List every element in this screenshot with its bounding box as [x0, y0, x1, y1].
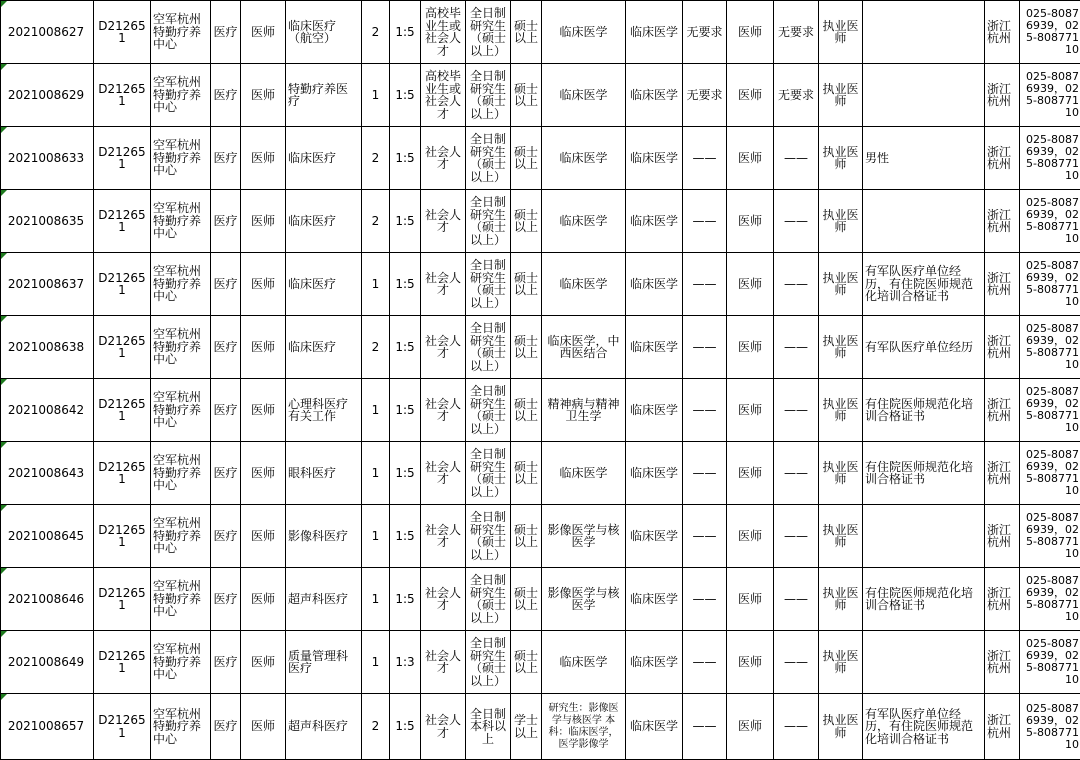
cell-degree[interactable]: 硕士以上 — [511, 316, 542, 379]
cell-req1[interactable]: —— — [683, 631, 727, 694]
cell-unit[interactable]: 空军杭州特勤疗养中心 — [151, 379, 211, 442]
cell-source[interactable]: 社会人才 — [421, 127, 466, 190]
cell-location[interactable]: 浙江杭州 — [985, 64, 1020, 127]
cell-req1[interactable]: —— — [683, 442, 727, 505]
cell-cert[interactable]: 执业医师 — [819, 442, 863, 505]
cell-post[interactable]: 医师 — [241, 64, 286, 127]
cell-category[interactable]: 医疗 — [211, 64, 241, 127]
cell-code[interactable]: 2021008633 — [1, 127, 94, 190]
cell-major[interactable]: 临床医学 — [542, 127, 626, 190]
cell-title[interactable]: 医师 — [727, 253, 774, 316]
cell-unit-code[interactable]: D212651 — [94, 694, 151, 760]
cell-post[interactable]: 医师 — [241, 379, 286, 442]
cell-category[interactable]: 医疗 — [211, 253, 241, 316]
cell-req2[interactable]: —— — [774, 442, 819, 505]
cell-other[interactable]: 男性 — [863, 127, 985, 190]
cell-code[interactable]: 2021008646 — [1, 568, 94, 631]
cell-major[interactable]: 临床医学 — [542, 631, 626, 694]
cell-req2[interactable]: 无要求 — [774, 1, 819, 64]
cell-num[interactable]: 2 — [362, 1, 390, 64]
cell-category[interactable]: 医疗 — [211, 127, 241, 190]
cell-major[interactable]: 临床医学，中西医结合 — [542, 316, 626, 379]
cell-req2[interactable]: —— — [774, 190, 819, 253]
cell-edu-form[interactable]: 全日制研究生（硕士以上） — [466, 442, 511, 505]
cell-major2[interactable]: 临床医学 — [626, 64, 683, 127]
cell-post[interactable]: 医师 — [241, 316, 286, 379]
cell-cert[interactable]: 执业医师 — [819, 127, 863, 190]
cell-location[interactable]: 浙江杭州 — [985, 568, 1020, 631]
cell-desc[interactable]: 心理科医疗有关工作 — [286, 379, 362, 442]
cell-req2[interactable]: —— — [774, 253, 819, 316]
cell-phone[interactable]: 025-80876939，025-80877110 — [1020, 694, 1080, 760]
cell-phone[interactable]: 025-80876939，025-80877110 — [1020, 253, 1080, 316]
cell-major2[interactable]: 临床医学 — [626, 1, 683, 64]
cell-req1[interactable]: 无要求 — [683, 1, 727, 64]
cell-phone[interactable]: 025-80876939，025-80877110 — [1020, 631, 1080, 694]
cell-other[interactable] — [863, 505, 985, 568]
cell-title[interactable]: 医师 — [727, 64, 774, 127]
cell-unit-code[interactable]: D212651 — [94, 631, 151, 694]
cell-edu-form[interactable]: 全日制研究生（硕士以上） — [466, 379, 511, 442]
cell-category[interactable]: 医疗 — [211, 505, 241, 568]
cell-major[interactable]: 影像医学与核医学 — [542, 568, 626, 631]
cell-unit-code[interactable]: D212651 — [94, 127, 151, 190]
cell-ratio[interactable]: 1:5 — [390, 64, 421, 127]
cell-req2[interactable]: —— — [774, 694, 819, 760]
cell-source[interactable]: 社会人才 — [421, 568, 466, 631]
cell-major2[interactable]: 临床医学 — [626, 505, 683, 568]
cell-other[interactable]: 有军队医疗单位经历，有住院医师规范化培训合格证书 — [863, 694, 985, 760]
cell-ratio[interactable]: 1:5 — [390, 127, 421, 190]
cell-location[interactable]: 浙江杭州 — [985, 190, 1020, 253]
cell-degree[interactable]: 硕士以上 — [511, 127, 542, 190]
cell-cert[interactable]: 执业医师 — [819, 631, 863, 694]
cell-desc[interactable]: 超声科医疗 — [286, 568, 362, 631]
cell-source[interactable]: 社会人才 — [421, 505, 466, 568]
table-body — [1, 1, 1080, 760]
cell-location[interactable]: 浙江杭州 — [985, 127, 1020, 190]
cell-req1[interactable]: —— — [683, 316, 727, 379]
cell-title[interactable]: 医师 — [727, 316, 774, 379]
cell-code[interactable]: 2021008643 — [1, 442, 94, 505]
cell-category[interactable]: 医疗 — [211, 190, 241, 253]
cell-num[interactable]: 1 — [362, 568, 390, 631]
cell-cert[interactable]: 执业医师 — [819, 568, 863, 631]
cell-num[interactable]: 1 — [362, 505, 390, 568]
cell-code[interactable]: 2021008642 — [1, 379, 94, 442]
cell-edu-form[interactable]: 全日制研究生（硕士以上） — [466, 505, 511, 568]
cell-post[interactable]: 医师 — [241, 253, 286, 316]
cell-num[interactable]: 1 — [362, 253, 390, 316]
cell-edu-form[interactable]: 全日制研究生（硕士以上） — [466, 316, 511, 379]
cell-unit-code[interactable]: D212651 — [94, 442, 151, 505]
cell-degree[interactable]: 硕士以上 — [511, 1, 542, 64]
cell-desc[interactable]: 临床医疗 — [286, 253, 362, 316]
cell-num[interactable]: 1 — [362, 631, 390, 694]
cell-post[interactable]: 医师 — [241, 631, 286, 694]
cell-post[interactable]: 医师 — [241, 505, 286, 568]
table-row — [1, 568, 1080, 631]
cell-category[interactable]: 医疗 — [211, 694, 241, 760]
cell-other[interactable] — [863, 631, 985, 694]
cell-unit[interactable]: 空军杭州特勤疗养中心 — [151, 1, 211, 64]
cell-req1[interactable]: —— — [683, 568, 727, 631]
cell-cert[interactable]: 执业医师 — [819, 64, 863, 127]
cell-source[interactable]: 社会人才 — [421, 694, 466, 760]
cell-title[interactable]: 医师 — [727, 505, 774, 568]
cell-major2[interactable]: 临床医学 — [626, 568, 683, 631]
cell-unit-code[interactable]: D212651 — [94, 568, 151, 631]
cell-num[interactable]: 2 — [362, 694, 390, 760]
cell-code[interactable]: 2021008638 — [1, 316, 94, 379]
cell-req2[interactable]: —— — [774, 568, 819, 631]
cell-num[interactable]: 2 — [362, 127, 390, 190]
cell-category[interactable]: 医疗 — [211, 316, 241, 379]
cell-req2[interactable]: —— — [774, 127, 819, 190]
cell-major[interactable]: 影像医学与核医学 — [542, 505, 626, 568]
cell-major[interactable]: 临床医学 — [542, 1, 626, 64]
cell-edu-form[interactable]: 全日制研究生（硕士以上） — [466, 1, 511, 64]
table-row — [1, 442, 1080, 505]
cell-req1[interactable]: —— — [683, 694, 727, 760]
cell-major[interactable]: 研究生：影像医学与核医学 本科：临床医学，医学影像学 — [542, 694, 626, 760]
cell-title[interactable]: 医师 — [727, 1, 774, 64]
cell-unit[interactable]: 空军杭州特勤疗养中心 — [151, 442, 211, 505]
cell-post[interactable]: 医师 — [241, 694, 286, 760]
cell-phone[interactable]: 025-80876939，025-80877110 — [1020, 127, 1080, 190]
cell-location[interactable]: 浙江杭州 — [985, 316, 1020, 379]
cell-other[interactable]: 有住院医师规范化培训合格证书 — [863, 379, 985, 442]
cell-post[interactable]: 医师 — [241, 127, 286, 190]
cell-edu-form[interactable]: 全日制研究生（硕士以上） — [466, 190, 511, 253]
cell-ratio[interactable]: 1:3 — [390, 631, 421, 694]
cell-unit-code[interactable]: D212651 — [94, 379, 151, 442]
cell-degree[interactable]: 硕士以上 — [511, 568, 542, 631]
cell-edu-form[interactable]: 全日制研究生（硕士以上） — [466, 253, 511, 316]
cell-major[interactable]: 临床医学 — [542, 64, 626, 127]
cell-major2[interactable]: 临床医学 — [626, 442, 683, 505]
cell-location[interactable]: 浙江杭州 — [985, 631, 1020, 694]
cell-desc[interactable]: 临床医疗 — [286, 190, 362, 253]
cell-req2[interactable]: —— — [774, 631, 819, 694]
cell-req1[interactable]: 无要求 — [683, 64, 727, 127]
cell-phone[interactable]: 025-80876939，025-80877110 — [1020, 505, 1080, 568]
cell-req1[interactable]: —— — [683, 190, 727, 253]
cell-unit-code[interactable]: D212651 — [94, 253, 151, 316]
cell-code[interactable]: 2021008657 — [1, 694, 94, 760]
cell-edu-form[interactable]: 全日制研究生（硕士以上） — [466, 568, 511, 631]
cell-desc[interactable]: 临床医疗 — [286, 316, 362, 379]
cell-unit[interactable]: 空军杭州特勤疗养中心 — [151, 127, 211, 190]
cell-other[interactable] — [863, 190, 985, 253]
cell-major2[interactable]: 临床医学 — [626, 253, 683, 316]
cell-source[interactable]: 社会人才 — [421, 316, 466, 379]
cell-unit-code[interactable]: D212651 — [94, 505, 151, 568]
cell-degree[interactable]: 硕士以上 — [511, 253, 542, 316]
table-row — [1, 379, 1080, 442]
cell-major2[interactable]: 临床医学 — [626, 127, 683, 190]
cell-post[interactable]: 医师 — [241, 442, 286, 505]
cell-category[interactable]: 医疗 — [211, 631, 241, 694]
table-row — [1, 694, 1080, 760]
cell-location[interactable]: 浙江杭州 — [985, 505, 1020, 568]
cell-source[interactable]: 高校毕业生或社会人才 — [421, 64, 466, 127]
cell-code[interactable]: 2021008627 — [1, 1, 94, 64]
cell-req2[interactable]: —— — [774, 379, 819, 442]
cell-ratio[interactable]: 1:5 — [390, 1, 421, 64]
cell-category[interactable]: 医疗 — [211, 1, 241, 64]
cell-phone[interactable]: 025-80876939，025-80877110 — [1020, 190, 1080, 253]
cell-code[interactable]: 2021008637 — [1, 253, 94, 316]
cell-edu-form[interactable]: 全日制本科以上 — [466, 694, 511, 760]
cell-ratio[interactable]: 1:5 — [390, 190, 421, 253]
cell-code[interactable]: 2021008635 — [1, 190, 94, 253]
cell-edu-form[interactable]: 全日制研究生（硕士以上） — [466, 127, 511, 190]
cell-category[interactable]: 医疗 — [211, 379, 241, 442]
cell-major[interactable]: 临床医学 — [542, 190, 626, 253]
cell-req1[interactable]: —— — [683, 127, 727, 190]
cell-desc[interactable]: 眼科医疗 — [286, 442, 362, 505]
cell-source[interactable]: 社会人才 — [421, 442, 466, 505]
cell-source[interactable]: 社会人才 — [421, 253, 466, 316]
cell-desc[interactable]: 超声科医疗 — [286, 694, 362, 760]
cell-req1[interactable]: —— — [683, 379, 727, 442]
cell-edu-form[interactable]: 全日制研究生（硕士以上） — [466, 64, 511, 127]
table-row — [1, 190, 1080, 253]
cell-ratio[interactable]: 1:5 — [390, 568, 421, 631]
cell-degree[interactable]: 硕士以上 — [511, 190, 542, 253]
cell-desc[interactable]: 临床医疗 — [286, 127, 362, 190]
cell-edu-form[interactable]: 全日制研究生（硕士以上） — [466, 631, 511, 694]
cell-title[interactable]: 医师 — [727, 694, 774, 760]
cell-ratio[interactable]: 1:5 — [390, 379, 421, 442]
cell-post[interactable]: 医师 — [241, 568, 286, 631]
cell-location[interactable]: 浙江杭州 — [985, 379, 1020, 442]
cell-title[interactable]: 医师 — [727, 379, 774, 442]
cell-ratio[interactable]: 1:5 — [390, 316, 421, 379]
cell-degree[interactable]: 硕士以上 — [511, 442, 542, 505]
cell-degree[interactable]: 硕士以上 — [511, 631, 542, 694]
cell-title[interactable]: 医师 — [727, 442, 774, 505]
cell-degree[interactable]: 硕士以上 — [511, 64, 542, 127]
cell-req2[interactable]: —— — [774, 505, 819, 568]
cell-ratio[interactable]: 1:5 — [390, 442, 421, 505]
cell-unit-code[interactable]: D212651 — [94, 316, 151, 379]
cell-code[interactable]: 2021008649 — [1, 631, 94, 694]
cell-title[interactable]: 医师 — [727, 568, 774, 631]
cell-phone[interactable]: 025-80876939，025-80877110 — [1020, 568, 1080, 631]
cell-unit[interactable]: 空军杭州特勤疗养中心 — [151, 694, 211, 760]
cell-unit[interactable]: 空军杭州特勤疗养中心 — [151, 64, 211, 127]
table-row — [1, 316, 1080, 379]
cell-num[interactable]: 1 — [362, 64, 390, 127]
cell-phone[interactable]: 025-80876939，025-80877110 — [1020, 442, 1080, 505]
cell-unit-code[interactable]: D212651 — [94, 1, 151, 64]
table-row — [1, 127, 1080, 190]
cell-cert[interactable]: 执业医师 — [819, 316, 863, 379]
cell-phone[interactable]: 025-80876939，025-80877110 — [1020, 1, 1080, 64]
cell-major[interactable]: 精神病与精神卫生学 — [542, 379, 626, 442]
cell-other[interactable]: 有住院医师规范化培训合格证书 — [863, 568, 985, 631]
cell-post[interactable]: 医师 — [241, 1, 286, 64]
cell-desc[interactable]: 特勤疗养医疗 — [286, 64, 362, 127]
cell-degree[interactable]: 硕士以上 — [511, 379, 542, 442]
cell-cert[interactable]: 执业医师 — [819, 694, 863, 760]
cell-category[interactable]: 医疗 — [211, 442, 241, 505]
cell-req1[interactable]: —— — [683, 253, 727, 316]
cell-location[interactable]: 浙江杭州 — [985, 253, 1020, 316]
cell-num[interactable]: 1 — [362, 442, 390, 505]
cell-title[interactable]: 医师 — [727, 190, 774, 253]
cell-unit-code[interactable]: D212651 — [94, 190, 151, 253]
cell-source[interactable]: 高校毕业生或社会人才 — [421, 1, 466, 64]
cell-other[interactable]: 有军队医疗单位经历，有住院医师规范化培训合格证书 — [863, 253, 985, 316]
cell-location[interactable]: 浙江杭州 — [985, 1, 1020, 64]
cell-ratio[interactable]: 1:5 — [390, 694, 421, 760]
cell-code[interactable]: 2021008645 — [1, 505, 94, 568]
cell-unit[interactable]: 空军杭州特勤疗养中心 — [151, 190, 211, 253]
cell-other[interactable]: 有住院医师规范化培训合格证书 — [863, 442, 985, 505]
cell-major2[interactable]: 临床医学 — [626, 190, 683, 253]
cell-source[interactable]: 社会人才 — [421, 379, 466, 442]
cell-other[interactable] — [863, 1, 985, 64]
cell-ratio[interactable]: 1:5 — [390, 253, 421, 316]
cell-num[interactable]: 2 — [362, 190, 390, 253]
table-row — [1, 505, 1080, 568]
cell-degree[interactable]: 硕士以上 — [511, 505, 542, 568]
cell-desc[interactable]: 临床医疗（航空） — [286, 1, 362, 64]
cell-major2[interactable]: 临床医学 — [626, 631, 683, 694]
cell-phone[interactable]: 025-80876939，025-80877110 — [1020, 316, 1080, 379]
table-row — [1, 631, 1080, 694]
cell-source[interactable]: 社会人才 — [421, 631, 466, 694]
cell-other[interactable] — [863, 64, 985, 127]
cell-unit[interactable]: 空军杭州特勤疗养中心 — [151, 253, 211, 316]
cell-degree[interactable]: 学士以上 — [511, 694, 542, 760]
cell-req2[interactable]: 无要求 — [774, 64, 819, 127]
cell-location[interactable]: 浙江杭州 — [985, 694, 1020, 760]
cell-cert[interactable]: 执业医师 — [819, 379, 863, 442]
cell-ratio[interactable]: 1:5 — [390, 505, 421, 568]
cell-unit[interactable]: 空军杭州特勤疗养中心 — [151, 568, 211, 631]
cell-unit-code[interactable]: D212651 — [94, 64, 151, 127]
cell-req2[interactable]: —— — [774, 316, 819, 379]
cell-major[interactable]: 临床医学 — [542, 442, 626, 505]
table-row — [1, 1, 1080, 64]
cell-major2[interactable]: 临床医学 — [626, 379, 683, 442]
cell-num[interactable]: 1 — [362, 379, 390, 442]
cell-cert[interactable]: 执业医师 — [819, 505, 863, 568]
cell-major[interactable]: 临床医学 — [542, 253, 626, 316]
cell-category[interactable]: 医疗 — [211, 568, 241, 631]
cell-num[interactable]: 2 — [362, 316, 390, 379]
cell-title[interactable]: 医师 — [727, 127, 774, 190]
cell-major2[interactable]: 临床医学 — [626, 316, 683, 379]
cell-unit[interactable]: 空军杭州特勤疗养中心 — [151, 631, 211, 694]
cell-code[interactable]: 2021008629 — [1, 64, 94, 127]
cell-desc[interactable]: 影像科医疗 — [286, 505, 362, 568]
cell-req1[interactable]: —— — [683, 505, 727, 568]
cell-cert[interactable]: 执业医师 — [819, 1, 863, 64]
cell-location[interactable]: 浙江杭州 — [985, 442, 1020, 505]
cell-cert[interactable]: 执业医师 — [819, 190, 863, 253]
cell-post[interactable]: 医师 — [241, 190, 286, 253]
cell-desc[interactable]: 质量管理科医疗 — [286, 631, 362, 694]
cell-title[interactable]: 医师 — [727, 631, 774, 694]
cell-source[interactable]: 社会人才 — [421, 190, 466, 253]
cell-cert[interactable]: 执业医师 — [819, 253, 863, 316]
cell-other[interactable]: 有军队医疗单位经历 — [863, 316, 985, 379]
cell-phone[interactable]: 025-80876939，025-80877110 — [1020, 379, 1080, 442]
cell-phone[interactable]: 025-80876939，025-80877110 — [1020, 64, 1080, 127]
table-row — [1, 64, 1080, 127]
cell-unit[interactable]: 空军杭州特勤疗养中心 — [151, 505, 211, 568]
table-row — [1, 253, 1080, 316]
cell-major2[interactable]: 临床医学 — [626, 694, 683, 760]
cell-unit[interactable]: 空军杭州特勤疗养中心 — [151, 316, 211, 379]
